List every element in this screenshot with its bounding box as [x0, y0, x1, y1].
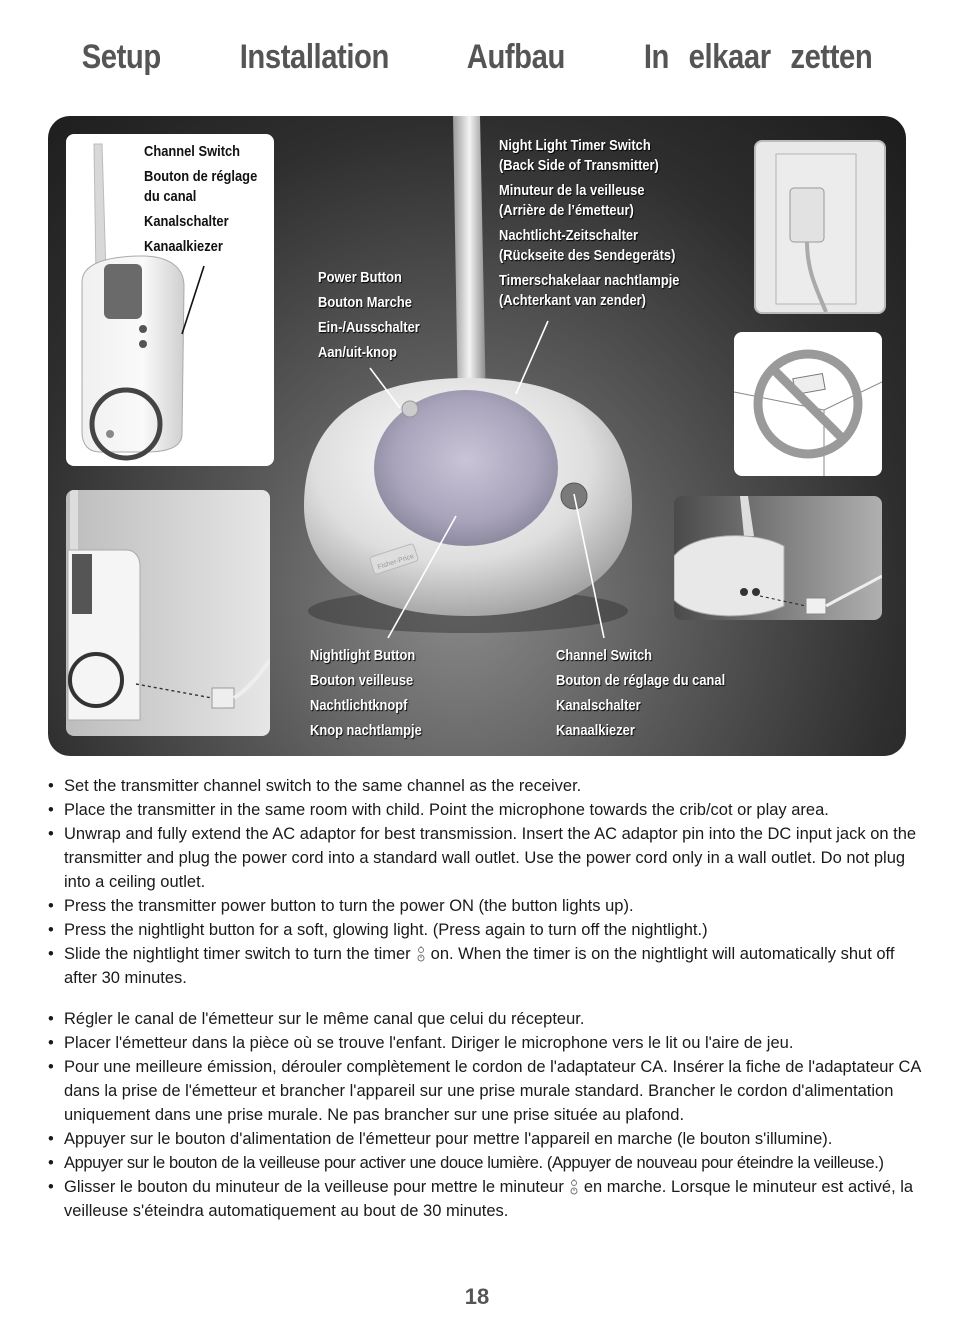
channel-switch-label-bottom: Channel Switch Bouton de réglage du canal Kanalschalter Kanaalkiezer [556, 647, 726, 739]
list-item: • Appuyer sur le bouton de la veilleuse pour activer une douce lumière. (Appuyer de nouveau pour éteindre la veilleuse.) [48, 1151, 928, 1175]
page-title: Setup Installation Aufbau In elkaar zetten [81, 38, 873, 76]
night-light-timer-switch-label: Night Light Timer Switch (Back Side of Transmitter) Minuteur de la veilleuse (Arrière de l’émetteur) Nachtlicht-Zeitschalter (Rückseite des Sendegeräts) Timerschakelaar nachtlampje (Achterkant van zender) [499, 137, 680, 309]
page-number: 18 [464, 1284, 490, 1309]
list-item: • Slide the nightlight timer switch to turn the timer on. When the timer is on the nightlight will automatically shut off after 30 minutes. [48, 942, 928, 990]
dc-jack-inset [66, 490, 270, 736]
power-button-label: Power Button Bouton Marche Ein-/Ausschalter Aan/uit-knop [318, 269, 420, 361]
brand-logo: Fisher-Price [376, 552, 415, 572]
prohibited-icon [734, 332, 882, 476]
wall-outlet-inset [754, 140, 886, 314]
timer-icon [414, 946, 428, 962]
list-item: • Régler le canal de l'émetteur sur le même canal que celui du récepteur. [48, 1007, 928, 1031]
list-item: • Appuyer sur le bouton d'alimentation de l'émetteur pour mettre l'appareil en marche (le bouton s'illumine). [48, 1127, 928, 1151]
channel-switch-label-top: Channel Switch Bouton de réglage du canal Kanalschalter Kanaalkiezer [144, 143, 258, 255]
list-item: • Placer l'émetteur dans la pièce où se trouve l'enfant. Diriger le microphone vers le lit ou l'aire de jeu. [48, 1031, 928, 1055]
english-instructions [48, 774, 928, 990]
list-item: • Press the transmitter power button to turn the power ON (the button lights up). [48, 894, 928, 918]
list-item: • Place the transmitter in the same room with child. Point the microphone towards the crib/cot or play area. [48, 798, 928, 822]
list-item: • Press the nightlight button for a soft, glowing light. (Press again to turn off the nightlight.) [48, 918, 928, 942]
setup-diagram [48, 116, 906, 756]
back-side-inset [674, 496, 882, 620]
no-ceiling-outlet-inset [734, 332, 882, 476]
list-item: • Set the transmitter channel switch to the same channel as the receiver. [48, 774, 928, 798]
list-item: • Unwrap and fully extend the AC adaptor for best transmission. Insert the AC adaptor pin into the DC input jack on the transmitter and plug the power cord into a standard wall outlet. Use the power cord only in a wall outlet. Do not plug into a ceiling outlet. [48, 822, 928, 894]
list-item: • Pour une meilleure émission, dérouler complètement le cordon de l'adaptateur CA. Insérer la fiche de l'adaptateur CA dans la prise de l'émetteur et brancher l'appareil sur une prise murale standard. Brancher le cordon d'alimentation uniquement dans une prise murale. Ne pas brancher sur une prise située au plafond. [48, 1055, 928, 1127]
transmitter-back-illustration [674, 496, 882, 620]
wall-outlet-illustration [756, 142, 884, 312]
nightlight-button-label: Nightlight Button Bouton veilleuse Nachtlichtknopf Knop nachtlampje [310, 647, 422, 739]
timer-icon [567, 1179, 581, 1195]
list-item: • Glisser le bouton du minuteur de la veilleuse pour mettre le minuteur en marche. Lorsque le minuteur est activé, la veilleuse s'éteindra automatiquement au bout de 30 minutes. [48, 1175, 928, 1223]
adaptor-plug-illustration [66, 490, 270, 736]
french-instructions [48, 1007, 928, 1223]
